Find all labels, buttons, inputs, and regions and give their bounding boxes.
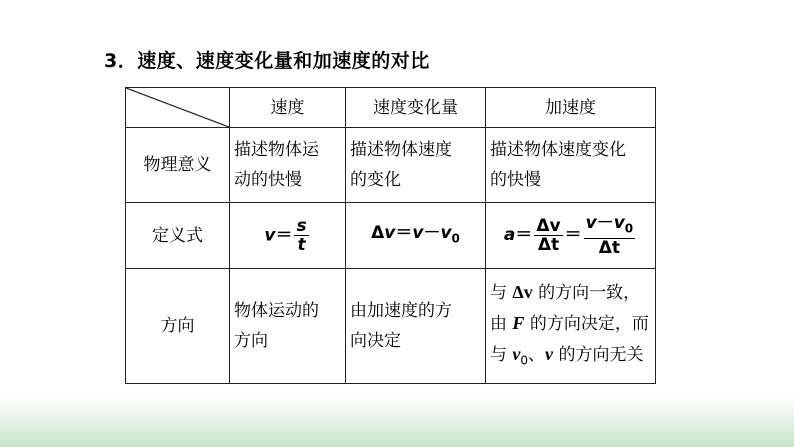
- table-header-row: [126, 88, 656, 128]
- fraction-denominator: Δt: [598, 237, 621, 258]
- cell-line: 物体运动的: [234, 301, 319, 321]
- fraction: [584, 214, 636, 256]
- table-row: [126, 203, 656, 269]
- row-label-definition: 定义式: [126, 203, 230, 269]
- cell-line: [490, 277, 651, 308]
- formula-subscript: 0: [520, 353, 529, 368]
- cell-line: 描述物体速度变化: [490, 140, 626, 160]
- cell-line: 描述物体运: [234, 140, 319, 160]
- text-run: 与: [490, 344, 513, 365]
- formula-subscript: 0: [624, 221, 634, 236]
- formula-symbol: F: [512, 312, 525, 333]
- formula-symbol: ＝: [275, 225, 293, 246]
- table-row: [126, 269, 656, 384]
- header-acceleration: 加速度: [486, 88, 656, 128]
- cell-direction-velocity-change: [346, 269, 486, 384]
- formula-velocity-change: [346, 203, 486, 269]
- cell-meaning-velocity: [230, 128, 346, 203]
- row-label-meaning: 物理意义: [126, 128, 230, 203]
- text-run: 的方向无关: [553, 344, 644, 365]
- text-run: 的方向决定，而: [524, 313, 649, 334]
- cell-line: 的快慢: [490, 170, 541, 190]
- header-velocity-change: 速度变化量: [346, 88, 486, 128]
- cell-direction-acceleration: [486, 269, 656, 384]
- cell-line: 方向: [234, 331, 268, 351]
- fraction-numerator: [584, 214, 636, 238]
- fraction-denominator: Δt: [537, 235, 560, 255]
- text-run: 的方向一致，: [532, 282, 641, 303]
- cell-line: [490, 339, 651, 375]
- cell-line: 的变化: [350, 170, 401, 190]
- fraction: [294, 217, 308, 254]
- cell-line: 由加速度的方: [350, 301, 452, 321]
- cell-meaning-velocity-change: [346, 128, 486, 203]
- row-label-direction: 方向: [126, 269, 230, 384]
- fraction: [534, 217, 562, 254]
- formula-subscript: 0: [451, 231, 460, 246]
- fraction-numerator: Δv: [536, 216, 561, 236]
- fraction-denominator: t: [297, 235, 306, 255]
- formula-symbol: ＝: [564, 225, 582, 246]
- cell-meaning-acceleration: [486, 128, 656, 203]
- section-heading: 3．速度、速度变化量和加速度的对比: [104, 50, 430, 72]
- cell-line: 动的快慢: [234, 170, 302, 190]
- formula-symbol: a: [503, 225, 516, 246]
- formula-velocity: [230, 203, 346, 269]
- cell-line: [490, 308, 651, 339]
- formula-symbol: v: [264, 225, 276, 246]
- diagonal-corner-cell: [126, 88, 230, 128]
- text-run: 与: [490, 282, 513, 303]
- footer-gradient-band: [0, 396, 794, 447]
- formula-symbol: Δ: [371, 222, 385, 243]
- formula-symbol: v: [512, 343, 521, 364]
- cell-direction-velocity: [230, 269, 346, 384]
- comparison-table: [125, 87, 656, 384]
- formula-symbol: Δv: [512, 281, 533, 302]
- header-velocity: 速度: [230, 88, 346, 128]
- table-row: [126, 128, 656, 203]
- text-run: 、: [528, 344, 546, 365]
- formula-symbol: ＝: [515, 225, 533, 246]
- formula-symbol: －: [596, 213, 614, 234]
- formula-symbol: v: [545, 343, 554, 364]
- formula-symbol: v: [384, 222, 396, 243]
- cell-line: 向决定: [350, 331, 401, 351]
- formula-symbol: v: [613, 213, 625, 234]
- formula-symbol: v: [440, 222, 452, 243]
- formula-symbol: v: [412, 222, 424, 243]
- cell-line: 描述物体速度: [350, 140, 452, 160]
- text-run: 由: [490, 313, 513, 334]
- formula-acceleration: [486, 203, 656, 269]
- fraction-numerator: s: [296, 216, 307, 236]
- formula-symbol: ＝: [395, 222, 413, 243]
- formula-symbol: v: [585, 213, 597, 234]
- diagonal-line: [126, 88, 229, 127]
- formula-symbol: －: [423, 222, 441, 243]
